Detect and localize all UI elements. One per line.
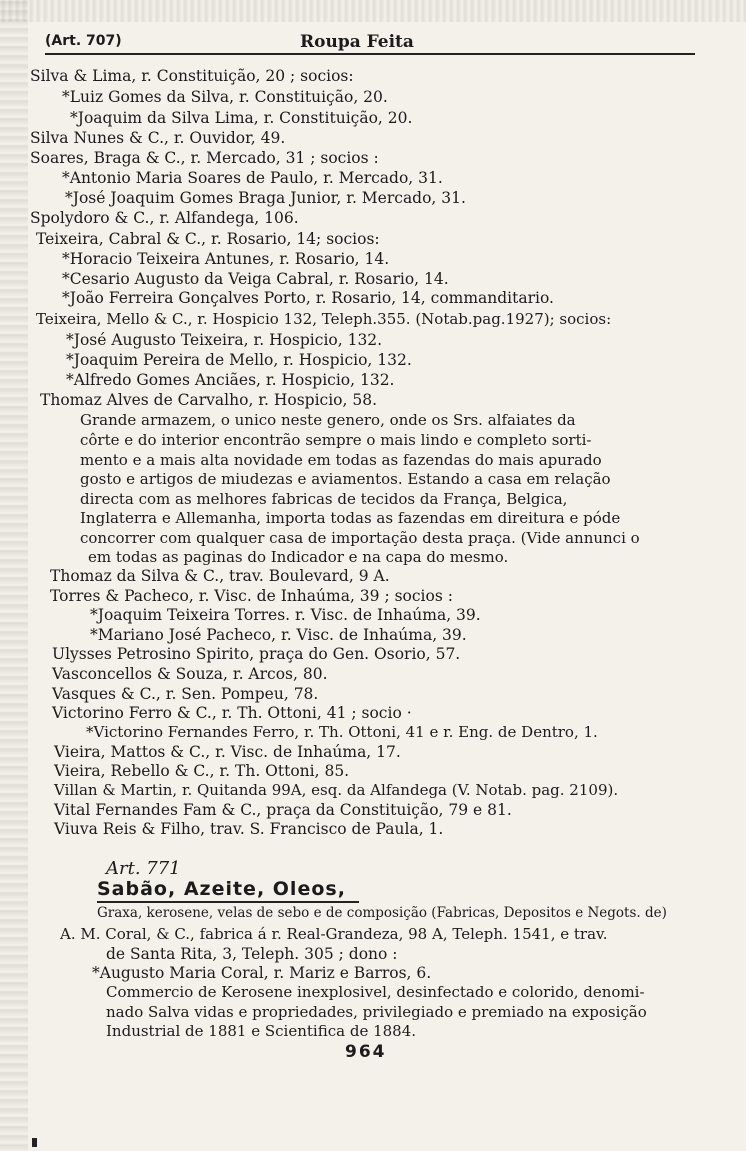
scan-mark bbox=[32, 1138, 37, 1147]
entry-line: Ulysses Petrosino Spirito, praça do Gen. Osorio, 57. bbox=[52, 645, 461, 663]
entry-line: *José Joaquim Gomes Braga Junior, r. Mercado, 31. bbox=[65, 189, 466, 207]
entry-line: Vieira, Rebello & C., r. Th. Ottoni, 85. bbox=[54, 762, 350, 780]
entry-line: *Antonio Maria Soares de Paulo, r. Mercado, 31. bbox=[62, 169, 443, 187]
entry-line: Vasconcellos & Souza, r. Arcos, 80. bbox=[52, 665, 328, 683]
article-reference: (Art. 707) bbox=[45, 33, 122, 49]
entry-line: Silva & Lima, r. Constituição, 20 ; socios: bbox=[30, 67, 354, 85]
header-rule bbox=[45, 53, 695, 55]
section-title-2: Sabão, Azeite, Oleos, bbox=[97, 878, 346, 900]
entry-line: Viuva Reis & Filho, trav. S. Francisco de Paula, 1. bbox=[54, 820, 444, 838]
entry-line: Vital Fernandes Fam & C., praça da Constituição, 79 e 81. bbox=[54, 801, 512, 819]
entry-line: Soares, Braga & C., r. Mercado, 31 ; socios : bbox=[30, 149, 379, 167]
entry-line: *Horacio Teixeira Antunes, r. Rosario, 14. bbox=[62, 250, 390, 268]
section-title: Roupa Feita bbox=[300, 32, 414, 52]
scan-noise-left bbox=[0, 0, 28, 1151]
entry-line: *Joaquim Pereira de Mello, r. Hospicio, 132. bbox=[66, 351, 412, 369]
section-subtitle-2: Graxa, kerosene, velas de sebo e de composição (Fabricas, Depositos e Negots. de) bbox=[97, 905, 667, 921]
entry-line: Victorino Ferro & C., r. Th. Ottoni, 41 ; socio · bbox=[52, 704, 412, 722]
entry-line: Teixeira, Cabral & C., r. Rosario, 14; socios: bbox=[36, 230, 380, 248]
entry-line: Villan & Martin, r. Quitanda 99A, esq. da Alfandega (V. Notab. pag. 2109). bbox=[54, 781, 619, 799]
entry-line: *Augusto Maria Coral, r. Mariz e Barros, 6. bbox=[92, 964, 432, 982]
entry-line: Torres & Pacheco, r. Visc. de Inhaúma, 39 ; socios : bbox=[50, 587, 453, 605]
entry-line: Silva Nunes & C., r. Ouvidor, 49. bbox=[30, 129, 286, 147]
paragraph-line: Industrial de 1881 e Scientifica de 1884. bbox=[106, 1022, 417, 1040]
paragraph-line: mento e a mais alta novidade em todas as fazendas do mais apurado bbox=[80, 451, 602, 469]
entry-line: Vieira, Mattos & C., r. Visc. de Inhaúma, 17. bbox=[54, 743, 401, 761]
entry-line: *Joaquim Teixeira Torres. r. Visc. de Inhaúma, 39. bbox=[90, 606, 481, 624]
paragraph-line: Grande armazem, o unico neste genero, onde os Srs. alfaiates da bbox=[80, 411, 576, 429]
page-header bbox=[45, 33, 695, 55]
entry-line: *Luiz Gomes da Silva, r. Constituição, 20. bbox=[62, 88, 388, 106]
paragraph-line: nado Salva vidas e propriedades, privilegiado e premiado na exposição bbox=[106, 1003, 647, 1021]
entry-line: Vasques & C., r. Sen. Pompeu, 78. bbox=[52, 685, 319, 703]
entry-line: A. M. Coral, & C., fabrica á r. Real-Grandeza, 98 A, Teleph. 1541, e trav. bbox=[60, 925, 608, 943]
entry-line: *Victorino Fernandes Ferro, r. Th. Ottoni, 41 e r. Eng. de Dentro, 1. bbox=[86, 723, 598, 741]
entry-line: Thomaz da Silva & C., trav. Boulevard, 9 A. bbox=[50, 567, 390, 585]
entry-line: *Alfredo Gomes Anciães, r. Hospicio, 132. bbox=[66, 371, 395, 389]
entry-line: *Cesario Augusto da Veiga Cabral, r. Rosario, 14. bbox=[62, 270, 449, 288]
paragraph-line: em todas as paginas do Indicador e na capa do mesmo. bbox=[88, 548, 509, 566]
paragraph-line: concorrer com qualquer casa de importação desta praça. (Vide annunci o bbox=[80, 529, 640, 547]
paragraph-line: directa com as melhores fabricas de tecidos da França, Belgica, bbox=[80, 490, 568, 508]
entry-line: Thomaz Alves de Carvalho, r. Hospicio, 58. bbox=[40, 391, 378, 409]
paragraph-line: côrte e do interior encontrão sempre o mais lindo e completo sorti- bbox=[80, 431, 592, 449]
entry-line: *José Augusto Teixeira, r. Hospicio, 132. bbox=[66, 331, 383, 349]
entry-line: *João Ferreira Gonçalves Porto, r. Rosario, 14, commanditario. bbox=[62, 289, 554, 307]
paragraph-line: Commercio de Kerosene inexplosivel, desinfectado e colorido, denomi- bbox=[106, 983, 645, 1001]
article-reference-2: Art. 771 bbox=[106, 858, 181, 879]
entry-line: *Joaquim da Silva Lima, r. Constituição, 20. bbox=[70, 109, 413, 127]
scan-noise-top bbox=[0, 0, 746, 22]
section-rule-2 bbox=[97, 901, 359, 903]
entry-line: de Santa Rita, 3, Teleph. 305 ; dono : bbox=[106, 945, 398, 963]
page-number: 964 bbox=[345, 1042, 387, 1062]
entry-line: *Mariano José Pacheco, r. Visc. de Inhaúma, 39. bbox=[90, 626, 467, 644]
paragraph-line: gosto e artigos de miudezas e aviamentos. Estando a casa em relação bbox=[80, 470, 611, 488]
entry-line: Teixeira, Mello & C., r. Hospicio 132, Teleph.355. (Notab.pag.1927); socios: bbox=[36, 310, 612, 328]
paragraph-line: Inglaterra e Allemanha, importa todas as fazendas em direitura e póde bbox=[80, 509, 621, 527]
entry-line: Spolydoro & C., r. Alfandega, 106. bbox=[30, 209, 299, 227]
